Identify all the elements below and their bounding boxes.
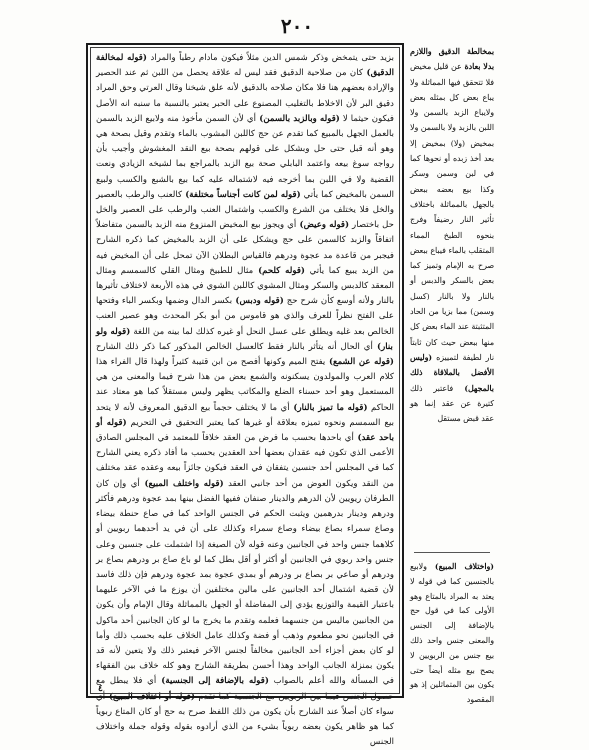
main-text-segment: مثال للطبيخ ومثال القلي كالسمسم ومثال المعقد كالدبس والسكر ومثال المشوي كاللبن الشوي في هذه الأربعة لاختلاف تأثيرها بالنار ولأنه أوسع كأن شرح حج (96, 265, 395, 307)
main-text-segment: وعنه قوله لأن الصيغة إذا اشتملت على جنسين وعلى جنس واحد ربوي في الجانبين أو أكثر أو أقل بطل كما لو باع صاع بر ودرهم بصاع بر ودرهم أو صاعي بر بصاع بر ودرهم أو بمدي عجوة بمد عجوة ودرهم فإن ذلك فاسد لأن قضية اشتمال أحد الجانبين على مالين مختلفين أن يوزع ما في الآخر عليهما باعتبار القيمة والتوزيع يؤدي إلى المفاضلة أو الجهل بالمماثلة (96, 539, 394, 611)
main-text-segment: أي سواء كان أصلاً عند الشارح بأن يكون من ذلك اللفظ صرح به حج أو كان المتاع ربوياً كما هو ظاهر يكون بعضه ربوياً بشيء من الذي أرادوه بقوله وقوله جملة واختلاف الجنس (96, 691, 394, 748)
gloss-text: فاعتبر ذلك كتيرة عن عقد إنما هو عقد قبض مستقل (410, 383, 494, 424)
quoted-heading: (قوله بالإضافة إلى الجنسية) (156, 676, 269, 687)
quoted-heading: (قوله أو باحد عقد) (96, 417, 394, 444)
catchword: ٤ (98, 684, 103, 694)
quoted-heading: (قوله وعيض) (296, 220, 350, 231)
main-text-segment: بزيد حتى يتمخض وذكر شمس الدين مثلاً فيكون مادام رطباً والمراد (146, 53, 394, 63)
main-text-segment: أي الحال أنه يتأثر بالنار فقط كالعسل الخالص المذكور كما ذكر ذلك الشارح (96, 341, 373, 352)
page-number: ٢٠٠ (280, 14, 314, 38)
main-text-frame (86, 43, 404, 748)
quoted-heading: (قوله لمخالفة الدقيق) (96, 53, 395, 79)
quoted-heading: (قوله عن الشمع) (325, 357, 394, 368)
main-text-segment: أي ويجوز بيع المخيض المنزوع منه الزبد بالسمن متفاضلاً اتفاقاً والزبد كالسمن على حج ويشكل على أن الزبد بالمخيض كما ذكره الشارح فيجبر من قاعدة مد عجوة ودرهم فالقياس البطلان الآن تمحل على أن المخيض فيه من الزبد يبيع كما يأتي (96, 220, 395, 276)
quoted-heading: (قوله لمن كانت أجناساً مختلفة) (182, 189, 301, 200)
main-text-segment: يفتح الميم وكونها أفصح من ابن قتيبة كثيراً ولهذا قال الفراء هذا كلام العرب والمولدون يسكنونه والشمع بعض من هذا شرح فيما والمعنى من هي المستعمل وهو أحد حسناء الضلع والمكاتب يظهر وليس مستقلاً كما هو معتاد عند الحاكم (96, 357, 395, 413)
gloss-heading: (واختلاف المبيع) (426, 562, 494, 571)
main-text-segment: وقال الإمام وأن يكون من الجانبين ماليس من جنسهما فعلمه وتقدم ما يخرج ما لو كان الجانبين أحد ماكول في الجانبين نحو مطعوم وذهب أو فضة وكذلك عامل الخلاف عليه بحسب ذلك وأما لو كان بعض أجزاء أحد الجانبين مخالفاً لجنس الآخر فيعتبر ذلك ولا يتعين لأنه قد يكون بمنزلة الجانب الواحد وهذا أحسن بطريقة الشارح وهو كله خلاف بين الفقهاء في المسألة والله أعلم بالصواب (96, 600, 394, 687)
gloss-divider (414, 552, 490, 553)
quoted-heading: (قوله وبالزبد بالسمن) (256, 113, 340, 124)
main-text-segment: كان من صلاحية الدقيق فقد ليس له علاقة يحصل من اللبن ثم عند الحصير والإرادة بعضهم هنا فلا مكان صلاحه بالدقيق لأنه علق شيخنا وقال العرتي وحق المراد دقيق البر لأن الاخلاط بالتغليب المصنوع على الحبر يعتبر بالنسبة ما سنبه انه الأصل فيكون حيثما لا (96, 68, 395, 124)
margin-gloss-upper (410, 44, 494, 544)
main-text-segment: أي فلا يبطل مع حصول الجنس فيما بين الربويين مع الجنسية كما تقدم (96, 676, 394, 702)
main-text-segment: أي لأن السمن مأخوذ منه ولابيع الزبد بالسمن بالعمل الجهل بالمبيع كما تقدم عن حج كاللبن المشوب بالماء وتقدم وقيل بصحة هي وهو أنه قبل حتى حل وبشكل على قولهم بصحة بيع النقد المغشوش وأجيب بأن رواجه سوغ بيعه واعتمد البابلي صحة بيع الزبد بالمراجع بما لشيخه الزيادي ونعت القضية ولا في اللبن بما أخرجه فيه لاشتماله عليه كما بيع بالشبع والكسب ولبيع السمن بالمخيض كما يأتي (96, 113, 394, 200)
gloss-heading: بمخالطة الدقيق واللازم بدلا بعادة (410, 47, 494, 72)
gloss-heading: (وليس الأفضل بالملاقاة ذلك بالمجهل) (410, 352, 494, 393)
quoted-heading: (قوله واختلف المبيع) (139, 478, 224, 489)
gloss-text: ولابيع بالجنسين كما في قوله لا يعتد به المراد بالمتاع وهو الأولى كما في قول حج بالإضافة إلى الجنس والمعنى جنس واحد ذلك بيع جنس من الربويين لا يصح بيع مثله أيضاً حتى يكون بين المتماثلين إذ هو المقصود (410, 562, 494, 705)
main-text-segment: أي وإن كان الطرفان ريويين لأن الدرهم والدينار صنفان ففيها الفضل بينها بمد عجوة ودرهم فأكثر ودرهم ودينار بدرهمين ويثبت الحكم في الجنس الواحد كما في صاع حنطة بيضاء وصاع سمراء بصاع بيضاء وصاع سمراء وكذلك على أن في يد أحدهما ربويين أو كلاهما جنس واحد في الجانبين (96, 478, 394, 550)
gloss-text: عن قليل مخيض فلا تتحقق فيها المماثلة ولا يباع بعض كل بمثله بعض ولايباع الزبد بالسمن ولا اللبن بالزبد ولا بالسمن ولا بمخيض (ولا) بمخيض إلا بعد أخذ زبده أو نحوها كما في لبن وسمن وسكر وكذا بيع بعضه ببعض بالجهل بالمماثلة باختلاف تأثير النار رضيفاً وفرج بنحوه الطبخ المماء المتقلب بالماء فيباع ببعض صرح به الإمام وتميز كما بعض بالسكر والدبس أو بالنار ولا بالنار (كسل وسمن) مما بزيا من الحاد المتثبتة عند الماء بعض كل منها ببعض حيث كان ثابتاً نار لطيفة لتمييزه (410, 62, 494, 362)
quoted-heading: (قوله ما تميز بالنار) (289, 402, 368, 413)
quoted-heading: (قوله ولو بنار) (96, 326, 393, 352)
quoted-heading: (قوله أو اختلاف المبيع) (105, 691, 195, 702)
margin-gloss-lower (410, 560, 494, 705)
main-paragraph (96, 51, 394, 750)
main-text-segment: بكسر الدال وضمها وبكسر الباء وفتحها على الفتح نظراً للعرف والذي هو قاموس من أبو بكر المحدث وهو عصير العنب الخالص بعد غليه ويطلق على عسل النحل أو غيره كذلك لما بينه من اللغة (96, 296, 394, 337)
quoted-heading: (قوله ودبس) (232, 296, 284, 307)
main-text-segment: أي ما لا يختلف حجماً بيع الدقيق المعروف لأنه لا يتحد بيع السمسم ونحوه تميزه بعلاقة أو غيرها كما يعتبر التحقيق في التحريم (96, 402, 394, 428)
main-text-segment: كالعنب والرطب بالعصير والخل فلا يختلف من الشرع والكسب واشتمال العنب والرطب على العصير والخل حل باختصار (96, 189, 394, 231)
main-text-segment: أي باحدها بحسب ما فرض من العقد خلافاً للمعتمد في المجلس الصادق الأعمى الذي تكون فيه عقدان بعضها أحد العقدين بحسب ما أفاد ذكره يعني الشارح كما في المجلس أحد جنسين يتفقان في العقد فيكون جائزاً بيعه وعقده عقد مختلف من النقد ويكون العوض من أحد جانبي العقد (96, 433, 394, 489)
quoted-heading: (قوله كلحم) (253, 265, 306, 276)
main-text-body (96, 51, 395, 748)
